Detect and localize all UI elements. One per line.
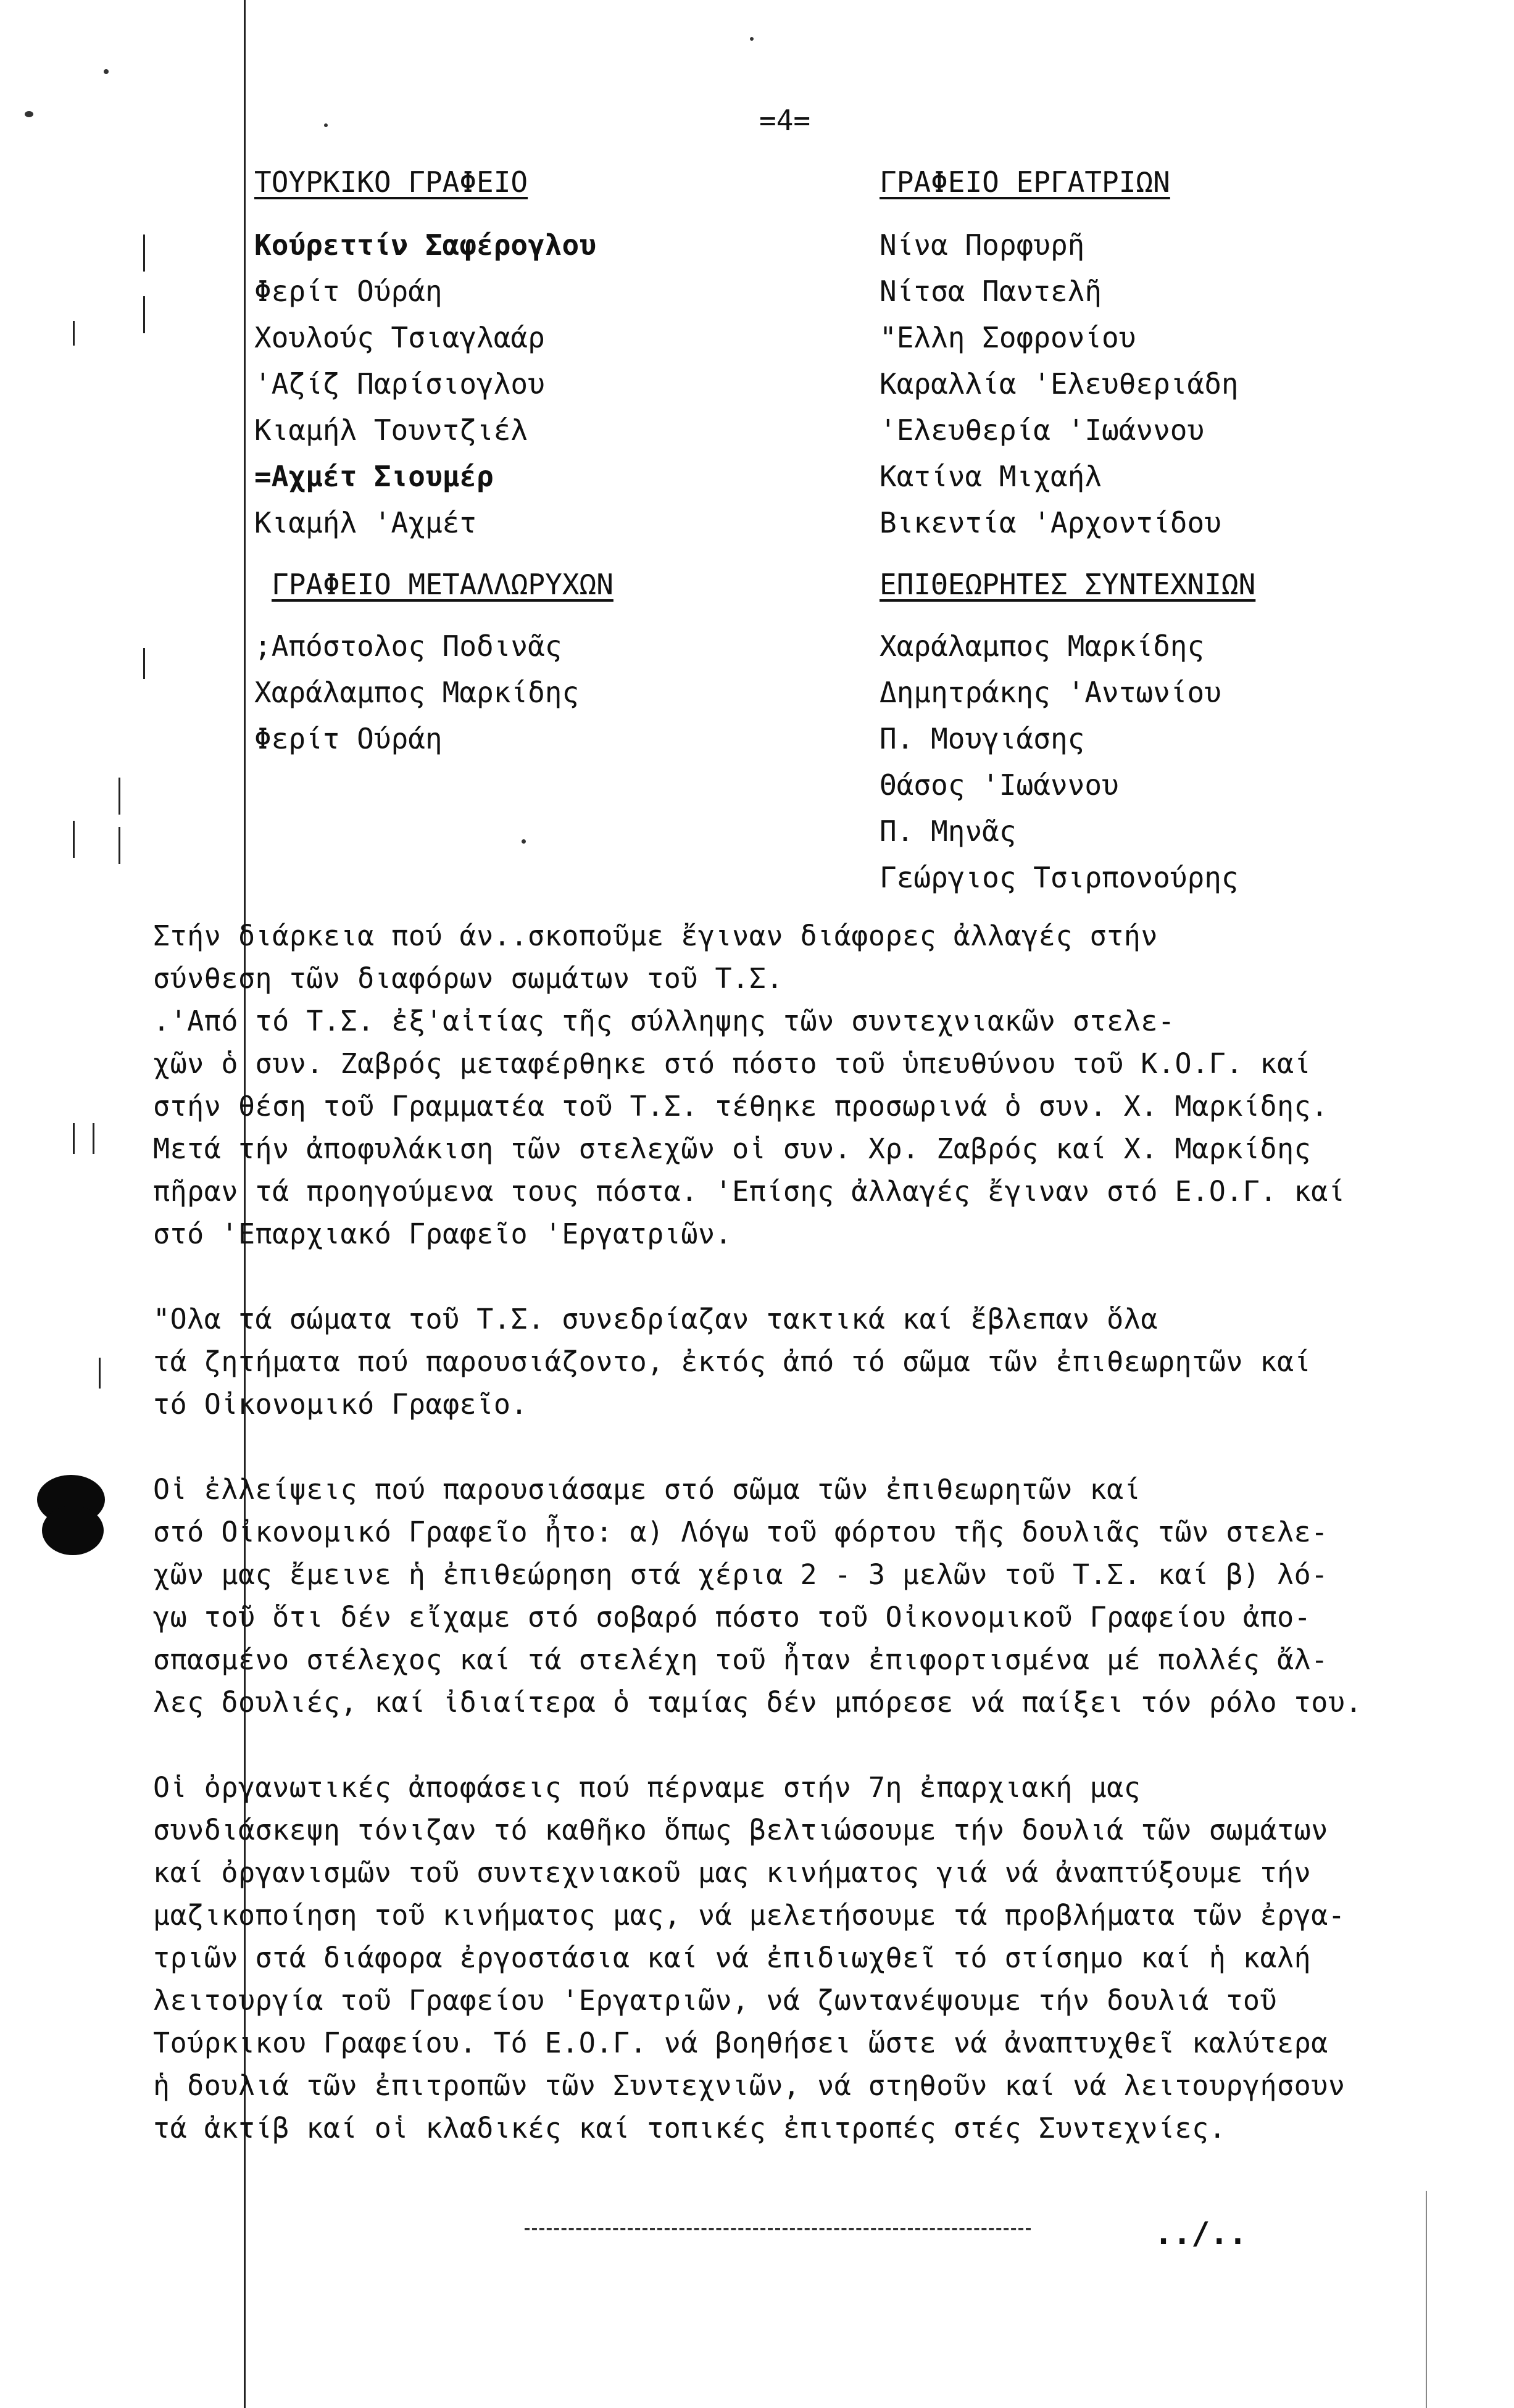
body-line: σύνθεση τῶν διαφόρων σωμάτων τοῦ Τ.Σ. <box>153 962 783 995</box>
miners-office-member: Χαράλαμπος Μαρκίδης <box>254 676 580 709</box>
body-line: Μετά τήν ἀποφυλάκιση τῶν στελεχῶν οἱ συν. Χρ. Ζαβρός καί Χ. Μαρκίδης <box>153 1132 1312 1165</box>
body-line: λειτουργία τοῦ Γραφείου 'Εργατριῶν, νά ζωντανέψουμε τήν δουλιά τοῦ <box>153 1984 1278 2017</box>
dashed-separator <box>525 2228 1031 2230</box>
women-workers-office-member: Βικεντία 'Αρχοντίδου <box>880 506 1221 539</box>
union-inspectors-heading: ΕΠΙΘΕΩΡΗΤΕΣ ΣΥΝΤΕΧΝΙΩΝ <box>880 568 1256 601</box>
body-line: λες δουλιές, καί ἰδιαίτερα ὁ ταμίας δέν μπόρεσε νά παίξει τόν ρόλο του. <box>153 1686 1363 1719</box>
miners-office-member: ;Απόστολος Ποδινᾶς <box>254 629 562 663</box>
ink-blot <box>42 1506 104 1555</box>
body-line: σπασμένο στέλεχος καί τά στελέχη τοῦ ἦταν ἐπιφορτισμένα μέ πολλές ἄλ- <box>153 1643 1328 1676</box>
women-workers-office-member: "Ελλη Σοφρονίου <box>880 321 1136 354</box>
body-line: χῶν μας ἔμεινε ἡ ἐπιθεώρηση στά χέρια 2 - 3 μελῶν τοῦ Τ.Σ. καί β) λό- <box>153 1558 1328 1591</box>
margin-dash <box>143 296 145 333</box>
union-inspector-member: Θάσος 'Ιωάννου <box>880 768 1119 802</box>
women-workers-office-member: 'Ελευθερία 'Ιωάννου <box>880 413 1205 447</box>
miners-office-heading: ΓΡΑΦΕΙΟ ΜΕΤΑΛΛΩΡΥΧΩΝ <box>272 568 614 601</box>
women-workers-office-member: Νίνα Πορφυρῆ <box>880 228 1085 262</box>
women-workers-office-member: Κατίνα Μιχαήλ <box>880 460 1102 493</box>
right-edge-line <box>1426 2191 1427 2408</box>
women-workers-office-heading: ΓΡΑΦΕΙΟ ΕΡΓΑΤΡΙΩΝ <box>880 165 1170 199</box>
turkish-office-member: 'Αζίζ Παρίσιογλου <box>254 367 545 401</box>
turkish-office-member: Φερίτ Ούράη <box>254 275 443 308</box>
turkish-office-member: Χουλούς Τσιαγλαάρ <box>254 321 545 354</box>
body-line: Τούρκικου Γραφείου. Τό Ε.Ο.Γ. νά βοηθήσει ὥστε νά ἀναπτυχθεῖ καλύτερα <box>153 2027 1328 2059</box>
union-inspector-member: Γεώργιος Τσιρπονούρης <box>880 861 1239 894</box>
turkish-office-heading: ΤΟΥΡΚΙΚΟ ΓΡΑΦΕΙΟ <box>254 165 528 199</box>
speck <box>522 839 526 844</box>
body-line: Στήν διάρκεια πού άν..σκοποῦμε ἔγιναν διάφορες ἀλλαγές στήν <box>153 920 1158 952</box>
turkish-office-member: Κιαμήλ 'Αχμέτ <box>254 506 477 539</box>
body-line: στό 'Επαρχιακό Γραφεῖο 'Εργατριῶν. <box>153 1218 733 1250</box>
speck <box>324 123 328 127</box>
union-inspector-member: Π. Μηνᾶς <box>880 815 1017 848</box>
union-inspector-member: Χαράλαμπος Μαρκίδης <box>880 629 1205 663</box>
page-number: =4= <box>759 104 811 137</box>
body-line: .'Από τό Τ.Σ. ἐξ'αἰτίας τῆς σύλληψης τῶν συντεχνιακῶν στελε- <box>153 1005 1175 1037</box>
continuation-mark: ../.. <box>1154 2215 1247 2251</box>
speck <box>25 111 33 117</box>
union-inspector-member: Π. Μουγιάσης <box>880 722 1085 755</box>
body-line: μαζικοποίηση τοῦ κινήματος μας, νά μελετήσουμε τά προβλήματα τῶν ἐργα- <box>153 1899 1346 1932</box>
margin-dash <box>73 821 75 858</box>
body-line: χῶν ὁ συν. Ζαβρός μεταφέρθηκε στό πόστο τοῦ ὑπευθύνου τοῦ Κ.Ο.Γ. καί <box>153 1047 1312 1080</box>
body-line: πῆραν τά προηγούμενα τους πόστα. 'Επίσης ἀλλαγές ἔγιναν στό Ε.Ο.Γ. καί <box>153 1175 1346 1208</box>
margin-dash <box>143 648 145 679</box>
speck <box>750 37 754 41</box>
margin-dash <box>99 1358 101 1389</box>
body-line: "Ολα τά σώματα τοῦ Τ.Σ. συνεδρίαζαν τακτικά καί ἔβλεπαν ὅλα <box>153 1303 1158 1335</box>
body-line: στό Οἰκονομικό Γραφεῖο ἦτο: α) Λόγω τοῦ φόρτου τῆς δουλιᾶς τῶν στελε- <box>153 1516 1328 1548</box>
body-line: τά ἀκτίβ καί οἱ κλαδικές καί τοπικές ἐπιτροπές στές Συντεχνίες. <box>153 2112 1226 2144</box>
women-workers-office-member: Νίτσα Παντελῆ <box>880 275 1102 308</box>
margin-dash <box>93 1123 94 1154</box>
body-line: καί ὀργανισμῶν τοῦ συντεχνιακοῦ μας κινήματος γιά νά ἀναπτύξουμε τήν <box>153 1856 1312 1889</box>
body-line: Οἱ ὀργανωτικές ἀποφάσεις πού πέρναμε στήν 7η ἐπαρχιακή μας <box>153 1771 1141 1804</box>
body-line: τό Οἰκονομικό Γραφεῖο. <box>153 1388 528 1421</box>
body-line: συνδιάσκεψη τόνιζαν τό καθῆκο ὅπως βελτιώσουμε τήν δουλιά τῶν σωμάτων <box>153 1814 1328 1846</box>
body-line: τριῶν στά διάφορα ἐργοστάσια καί νά ἐπιδιωχθεῖ τό στίσημο καί ἡ καλή <box>153 1941 1312 1974</box>
miners-office-member: Φερίτ Ούράη <box>254 722 443 755</box>
women-workers-office-member: Καραλλία 'Ελευθεριάδη <box>880 367 1239 401</box>
union-inspector-member: Δημητράκης 'Αντωνίου <box>880 676 1221 709</box>
margin-dash <box>73 321 75 346</box>
speck <box>104 69 109 74</box>
margin-dash <box>119 778 120 815</box>
turkish-office-member: Κούρεττίν Σαφέρογλου <box>254 228 596 262</box>
body-line: Οἱ ἐλλείψεις πού παρουσιάσαμε στό σῶμα τῶν ἐπιθεωρητῶν καί <box>153 1473 1141 1506</box>
margin-dash <box>143 235 145 272</box>
body-line: τά ζητήματα πού παρουσιάζοντο, ἐκτός ἀπό τό σῶμα τῶν ἐπιθεωρητῶν καί <box>153 1345 1312 1378</box>
turkish-office-member: Κιαμήλ Τουντζιέλ <box>254 413 528 447</box>
turkish-office-member: =Αχμέτ Σιουμέρ <box>254 460 494 493</box>
body-line: γω τοῦ ὅτι δέν εἴχαμε στό σοβαρό πόστο τοῦ Οἰκονομικοῦ Γραφείου ἀπο- <box>153 1601 1312 1634</box>
margin-dash <box>119 827 120 864</box>
margin-dash <box>73 1123 75 1154</box>
body-line: ἡ δουλιά τῶν ἐπιτροπῶν τῶν Συντεχνιῶν, νά στηθοῦν καί νά λειτουργήσουν <box>153 2069 1346 2102</box>
body-line: στήν θέση τοῦ Γραμματέα τοῦ Τ.Σ. τέθηκε προσωρινά ὁ συν. Χ. Μαρκίδης. <box>153 1090 1328 1123</box>
